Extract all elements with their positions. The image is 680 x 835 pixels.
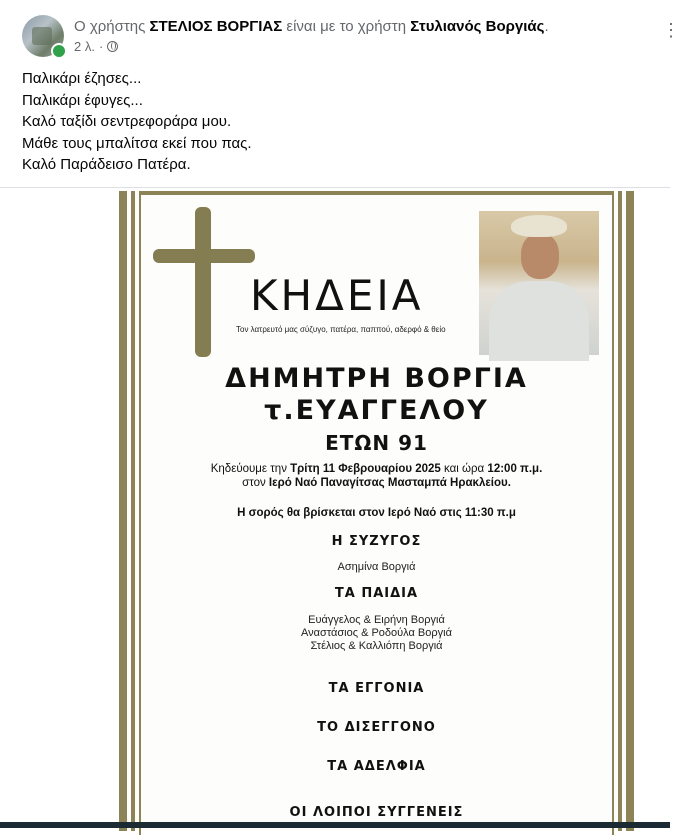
tagged-user-link[interactable]: Στυλιανός Βοργιάς	[410, 18, 545, 35]
post-text-line: Παλικάρι έφυγες...	[22, 91, 143, 109]
notice-subtitle: Τον λατρευτό μας σύζυγο, πατέρα, παππού, αδερφό & θείο	[236, 325, 446, 334]
post-text	[22, 68, 252, 176]
post-text-line: Μάθε τους μπαλίτσα εκεί που πας.	[22, 134, 252, 152]
children-heading: ΤΑ ΠΑΙΔΙΑ	[334, 586, 419, 601]
grandchildren-heading: ΤΑ ΕΓΓΟΝΙΑ	[328, 681, 425, 696]
deceased-father-name: τ.ΕΥΑΓΓΕΛΟΥ	[264, 395, 489, 426]
child-name: Ευάγγελος & Ειρήνη Βοργιά	[308, 614, 445, 626]
meta-separator: ·	[98, 39, 104, 54]
deceased-age: ΕΤΩΝ 91	[325, 431, 428, 455]
header-suffix: .	[544, 18, 549, 35]
child-name: Στέλιος & Καλλιόπη Βοργιά	[310, 640, 443, 652]
post-text-line: Καλό ταξίδι σεντρεφοράρα μου.	[22, 113, 232, 131]
deceased-portrait	[479, 211, 599, 355]
header-connector: είναι με το χρήστη	[286, 18, 407, 35]
author-name-link[interactable]: ΣΤΕΛΙΟΣ ΒΟΡΓΙΑΣ	[149, 18, 283, 35]
globe-icon[interactable]	[107, 41, 118, 52]
spouse-name: Ασημίνα Βοργιά	[337, 561, 416, 573]
children-list	[119, 614, 634, 653]
online-status-icon	[51, 43, 67, 59]
more-options-icon[interactable]: ⋮	[662, 20, 680, 40]
great-grandchild-heading: ΤΟ ΔΙΣΕΓΓΟΝΟ	[317, 720, 436, 735]
siblings-heading: ΤΑ ΑΔΕΛΦΙΑ	[327, 759, 426, 774]
notice-frame-top	[139, 191, 614, 195]
post-timestamp[interactable]: 2 λ.	[74, 39, 95, 54]
funeral-details-line1: Κηδεύουμε την Τρίτη 11 Φεβρουαρίου 2025 και ώρα 12:00 π.μ.	[210, 463, 543, 475]
post-text-line: Παλικάρι έζησες...	[22, 70, 142, 87]
child-name: Αναστάσιος & Ροδούλα Βοργιά	[301, 627, 452, 639]
coffin-info: Η σορός θα βρίσκεται στον Ιερό Ναό στις 11:30 π.μ	[237, 507, 516, 519]
funeral-details-line2: στον Ιερό Ναό Παναγίτσας Μασταμπά Ηρακλείου.	[242, 477, 511, 489]
post-text-line: Καλό Παράδεισο Πατέρα.	[22, 156, 191, 174]
relatives-heading: ΟΙ ΛΟΙΠΟΙ ΣΥΓΓΕΝΕΙΣ	[289, 805, 464, 820]
header-prefix: Ο χρήστης	[74, 18, 146, 35]
post-meta	[74, 39, 118, 54]
notice-title: ΚΗΔΕΙΑ	[250, 271, 424, 320]
post-header	[0, 0, 680, 62]
spouse-heading: Η ΣΥΖΥΓΟΣ	[331, 534, 422, 549]
bottom-edge-bar	[0, 822, 670, 828]
funeral-notice-image[interactable]	[119, 191, 634, 831]
deceased-name: ΔΗΜΗΤΡΗ ΒΟΡΓΙΑ	[225, 363, 528, 394]
cross-icon	[153, 207, 255, 357]
post-author-line	[74, 17, 549, 37]
